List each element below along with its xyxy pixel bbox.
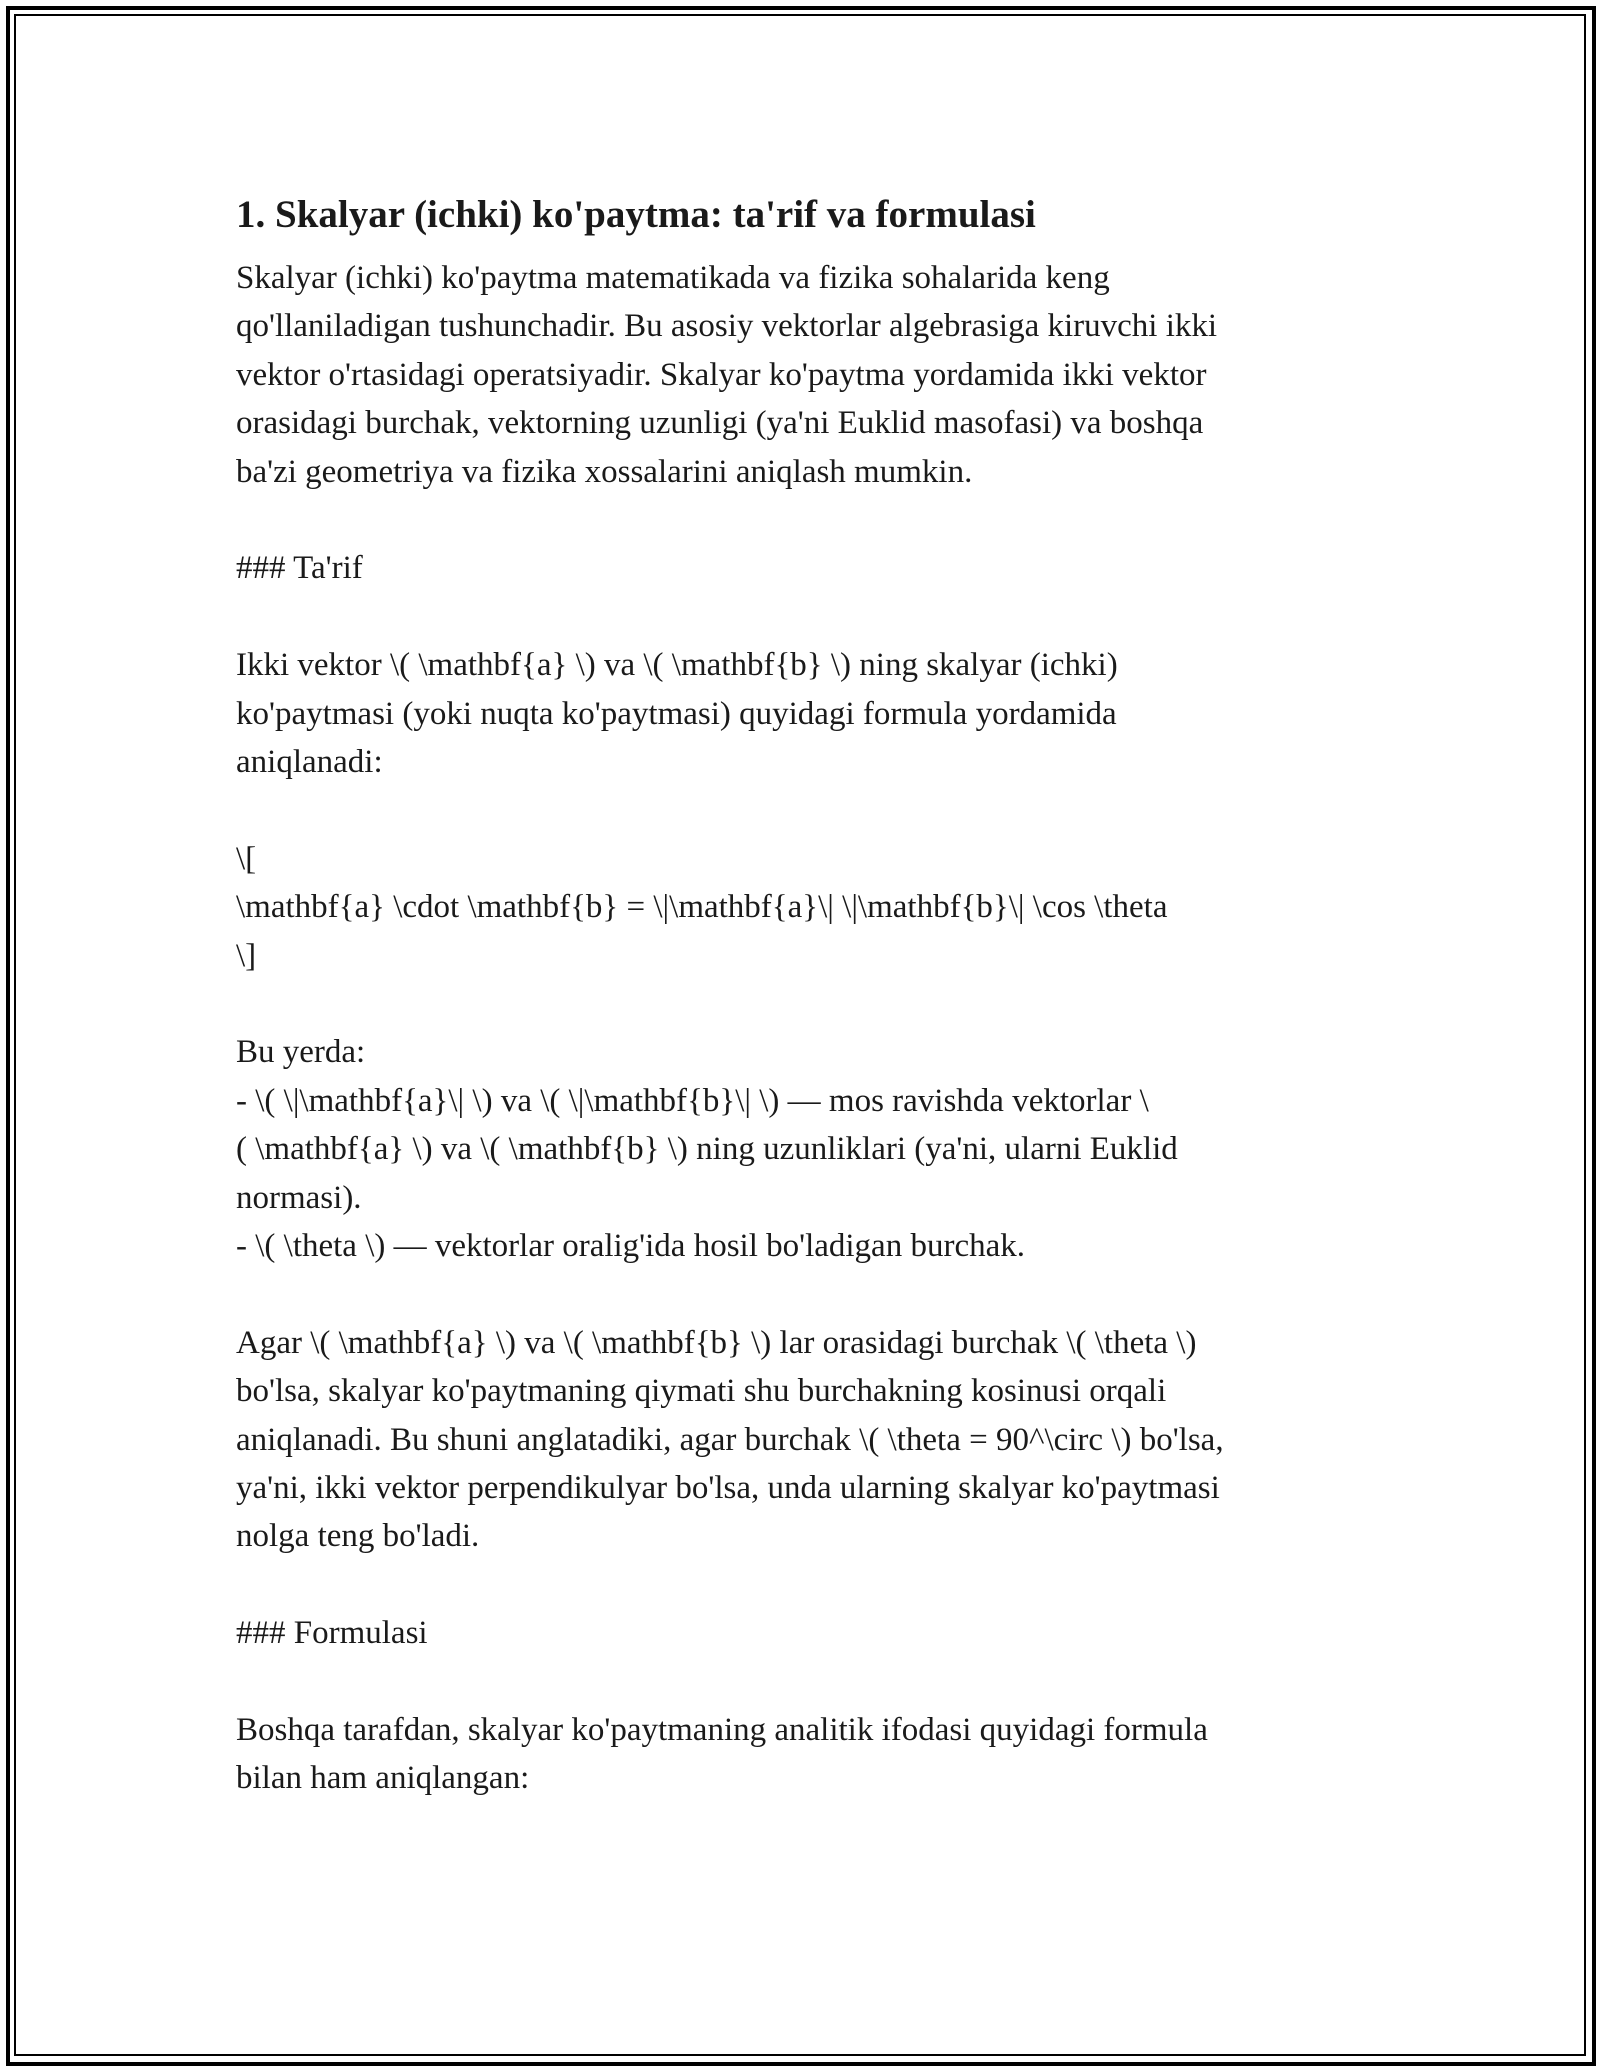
blank-line [236, 786, 1366, 834]
text-line: Bu yerda: [236, 1034, 366, 1071]
text-line: Ikki vektor \( \mathbf{a} \) va \( \mathbf{b} \) ning skalyar (ichki) [236, 647, 1118, 684]
text-line: ( \mathbf{a} \) va \( \mathbf{b} \) ning uzunliklari (ya'ni, ularni Euklid [236, 1131, 1178, 1168]
text-line: Skalyar (ichki) ko'paytma matematikada va fizika sohalarida keng [236, 260, 1110, 296]
section-heading-tarif: ### Ta'rif [236, 550, 363, 587]
blank-line [236, 1658, 1366, 1706]
page-title: 1. Skalyar (ichki) ko'paytma: ta'rif va formulasi [236, 193, 1036, 236]
text-line: aniqlanadi: [236, 744, 383, 781]
text-line: normasi). [236, 1179, 362, 1216]
text-line: Boshqa tarafdan, skalyar ko'paytmaning analitik ifodasi quyidagi formula [236, 1712, 1208, 1749]
list-item: - \( \theta \) — vektorlar oralig'ida hosil bo'ladigan burchak. [236, 1228, 1025, 1265]
text-line: bilan ham aniqlangan: [236, 1760, 530, 1797]
text-line: vektor o'rtasidagi operatsiyadir. Skalyar ko'paytma yordamida ikki vektor [236, 356, 1207, 393]
blank-line [236, 496, 1366, 544]
document-body [236, 184, 1366, 1803]
blank-line [236, 1270, 1366, 1318]
text-line: Agar \( \mathbf{a} \) va \( \mathbf{b} \) lar orasidagi burchak \( \theta \) [236, 1324, 1197, 1361]
section-heading-formulasi: ### Formulasi [236, 1615, 428, 1652]
list-item: - \( \|\mathbf{a}\| \) va \( \|\mathbf{b}\| \) — mos ravishda vektorlar \ [236, 1082, 1149, 1119]
formula-line: \[ [236, 840, 257, 877]
blank-line [236, 980, 1366, 1028]
text-line: nolga teng bo'ladi. [236, 1518, 480, 1555]
text-line: bo'lsa, skalyar ko'paytmaning qiymati shu burchakning kosinusi orqali [236, 1373, 1167, 1410]
formula-line: \mathbf{a} \cdot \mathbf{b} = \|\mathbf{a}\| \|\mathbf{b}\| \cos \theta [236, 889, 1168, 926]
text-line: ba'zi geometriya va fizika xossalarini aniqlash mumkin. [236, 453, 973, 490]
text-line: ko'paytmasi (yoki nuqta ko'paytmasi) quyidagi formula yordamida [236, 695, 1117, 732]
formula-line: \] [236, 937, 257, 974]
text-line: orasidagi burchak, vektorning uzunligi (ya'ni Euklid masofasi) va boshqa [236, 405, 1204, 442]
text-line: ya'ni, ikki vektor perpendikulyar bo'lsa, unda ularning skalyar ko'paytmasi [236, 1470, 1220, 1507]
blank-line [236, 593, 1366, 641]
text-line: qo'llaniladigan tushunchadir. Bu asosiy vektorlar algebrasiga kiruvchi ikki [236, 308, 1218, 345]
text-line: aniqlanadi. Bu shuni anglatadiki, agar burchak \( \theta = 90^\circ \) bo'lsa, [236, 1421, 1224, 1458]
blank-line [236, 1561, 1366, 1609]
